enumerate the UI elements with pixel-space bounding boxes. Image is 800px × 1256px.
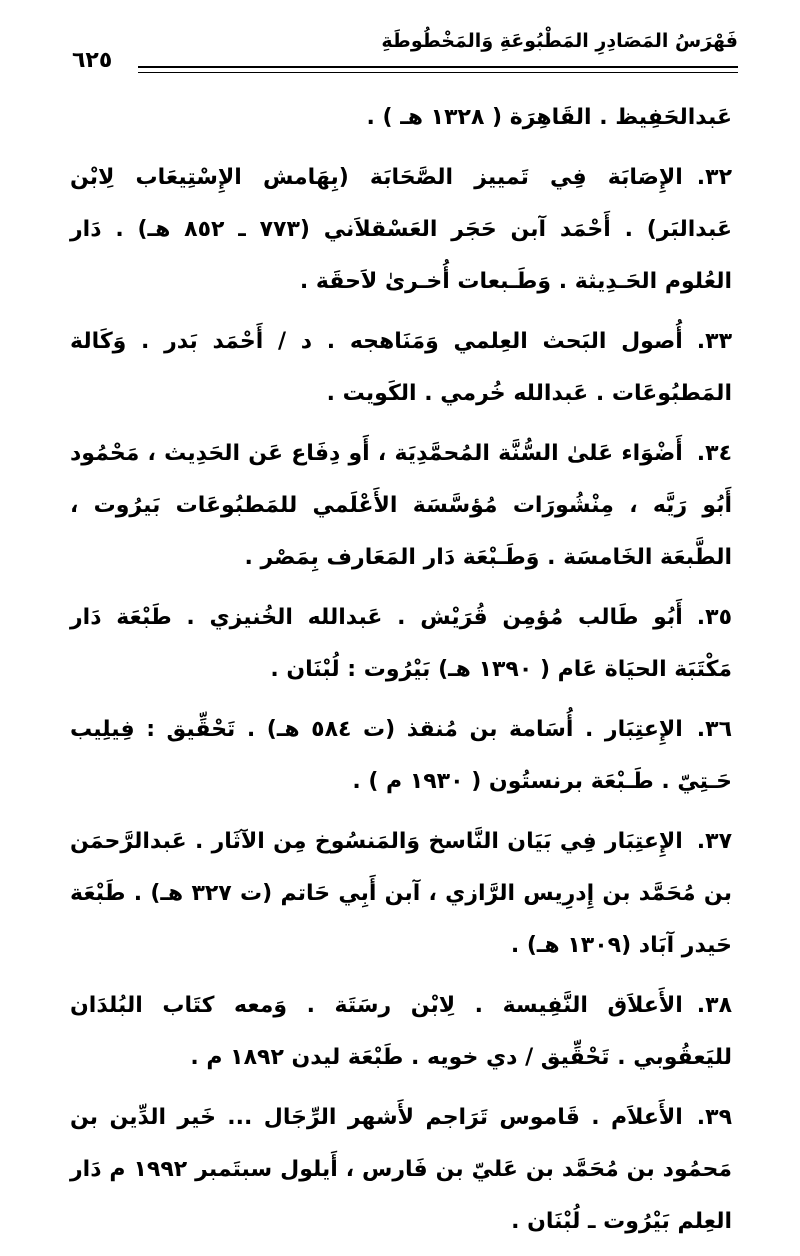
- page-number: ٦٢٥: [72, 48, 113, 73]
- bibliography-list: [70, 92, 732, 1256]
- bibliography-entry: [70, 816, 732, 972]
- entry-text: الإِعتِبَار فِي بَيَان النَّاسخ وَالمَنسُوخ مِن الآثَار . عَبدالرَّحمَن بن مُحَمَّد بن إِدرِيس الرَّازي ، آبن أَبِي حَاتم (ت ٣٢٧ هـ) . طَبْعَة حَيدر آبَاد (١٣٠٩ هـ) .: [70, 829, 732, 958]
- entry-text: أَبُو طَالب مُؤمِن قُرَيْش . عَبدالله الخُنيزي . طَبْعَة دَار مَكْتَبَة الحيَاة عَام ( ١٣٩٠ هـ) بَيْرُوت : لُبْنَان .: [70, 605, 732, 682]
- entry-number: ٣٥.: [696, 605, 732, 630]
- entry-number: ٣٤.: [696, 441, 732, 466]
- bibliography-entry: [70, 1092, 732, 1248]
- bibliography-entry: [70, 592, 732, 696]
- entry-number: ٣٣.: [696, 329, 732, 354]
- continuation-line: عَبدالحَفِيظ . القَاهِرَة ( ١٣٢٨ هـ ) .: [366, 105, 732, 130]
- entry-number: ٣٩.: [696, 1105, 732, 1130]
- bibliography-entry: [70, 704, 732, 808]
- entry-number: ٣٨.: [696, 993, 732, 1018]
- entry-text: الأَعلاَم . قَاموس تَرَاجم لأَشهر الرِّجَال ... خَير الدِّين بن مَحمُود بن مُحَمَّد بن عَليّ بن فَارس ، أَيلول سبتَمبر ١٩٩٢ م دَار العِلم بَيْرُوت ـ لُبْنَان .: [70, 1105, 732, 1234]
- bibliography-entry: [70, 428, 732, 584]
- entry-number: ٣٢.: [696, 165, 732, 190]
- bibliography-entry: [70, 980, 732, 1084]
- running-title: فَهْرَسُ المَصَادِرِ المَطْبُوعَةِ وَالمَخْطُوطَةِ: [381, 30, 738, 52]
- header-rule: [138, 66, 738, 73]
- entry-number: ٣٧.: [696, 829, 732, 854]
- entry-number: ٣٦.: [696, 717, 732, 742]
- entry-text: الأَعلاَق النَّفِيسة . لِابْن رسَتَة . وَمعه كتَاب البُلدَان لليَعقُوبي . تَحْقِّيق / دي خويه . طَبْعَة ليدن ١٨٩٢ م .: [70, 993, 732, 1070]
- entry-text: أُصول البَحث العِلمي وَمَنَاهجه . د / أَحْمَد بَدر . وَكَالة المَطبُوعَات . عَبدالله خُرمي . الكَويت .: [70, 329, 732, 406]
- entry-text: الإِعتِبَار . أُسَامة بن مُنقذ (ت ٥٨٤ هـ) . تَحْقِّيق : فِيلِيب حَـتِيّ . طَـبْعَة برنستُون ( ١٩٣٠ م ) .: [70, 717, 732, 794]
- entry-text: أَضْوَاء عَلىٰ السُّنَّة المُحمَّدِيَة ، أَو دِفَاع عَن الحَدِيث ، مَحْمُود أَبُو رَيَّه ، مِنْشُورَات مُؤسَّسَة الأَعْلَمي للمَطبُوعَات بَيرُوت ، الطَّبعَة الخَامسَة . وَطَـبْعَة دَار المَعَارف بِمَصْر .: [70, 441, 732, 570]
- entry-text: الإِصَابَة فِي تَمييز الصَّحَابَة (بِهَامش الإِسْتِيعَاب لِابْن عَبدالبَر) . أَحْمَد آبن حَجَر العَسْقلاَني (٧٧٣ ـ ٨٥٢ هـ) . دَار العُلوم الحَـدِيثة . وَطَـبعات أُخـرىٰ لاَحقَة .: [70, 165, 733, 294]
- bibliography-entry: [70, 152, 732, 308]
- bibliography-entry: [70, 316, 732, 420]
